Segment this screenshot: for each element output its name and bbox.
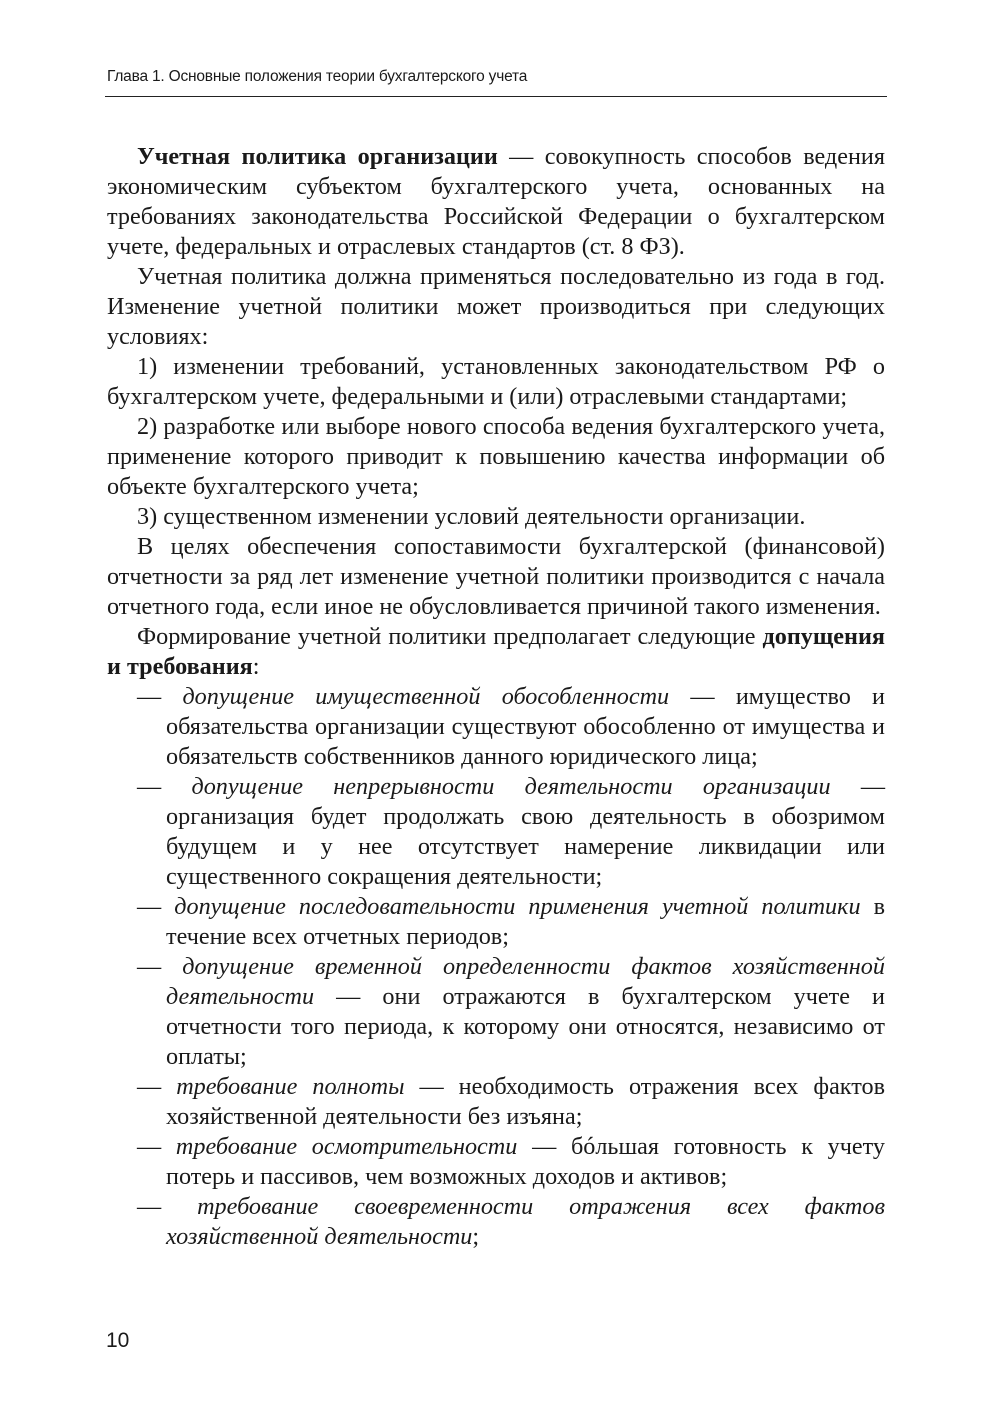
list-item: — требование своевременности отражения всех фактов хозяйственной деятельности; xyxy=(137,1193,885,1250)
list-item-term: требование осмотрительности xyxy=(175,1133,518,1160)
list-item: — требование полноты — необходимость отражения всех фактов хозяйственной деятельности без изъяна; xyxy=(137,1073,886,1130)
list-item-term: допущение непрерывности деятельности организации xyxy=(191,773,831,800)
list-item: — допущение последовательности применения учетной политики в течение всех отчетных периодов; xyxy=(137,893,886,950)
defined-term: Учетная политика организации xyxy=(137,143,498,170)
header-rule xyxy=(105,96,887,97)
running-header: Глава 1. Основные положения теории бухгалтерского учета xyxy=(107,68,528,85)
definition-text: — совокупность способов ведения экономическим субъектом бухгалтерского учета, основанных на требованиях законодательства Российской Федерации о бухгалтерском учете, федеральных и отраслевых стандартов (ст. 8 ФЗ). xyxy=(107,143,885,260)
list-item: — требование осмотрительности — бóльшая готовность к учету потерь и пассивов, чем возможных доходов и активов; xyxy=(137,1133,886,1190)
paragraph-definition xyxy=(107,142,885,262)
list-item: — допущение непрерывности деятельности организации — организация будет продолжать свою деятельность в обозримом будущем и у нее отсутствует намерение ликвидации или существенного сокращения деятельности; xyxy=(137,773,885,890)
list-item: — допущение временной определенности фактов хозяйственной деятельности — они отражаются в бухгалтерском учете и отчетности того периода, к которому они относятся, независимо от оплаты; xyxy=(137,953,885,1070)
list-item-term: допущение имущественной обособленности xyxy=(182,683,670,710)
list-item-term: допущение последовательности применения учетной политики xyxy=(174,893,861,920)
page-body xyxy=(107,142,885,1252)
paragraph-consistency: Учетная политика должна применяться последовательно из года в год. Изменение учетной политики может производиться при следующих условиях: xyxy=(107,263,885,350)
page-number: 10 xyxy=(106,1329,130,1352)
paragraph-assumptions-intro: Формирование учетной политики предполагает следующие допущения и требования: xyxy=(107,623,885,680)
list-item-term: допущение временной определенности фактов хозяйственной деятельности xyxy=(166,953,885,1010)
condition-item-1: 1) изменении требований, установленных законодательством РФ о бухгалтерском учете, федеральными и (или) отраслевыми стандартами; xyxy=(107,353,885,410)
assumptions-term: допущения и требования xyxy=(107,623,885,680)
list-item: — допущение имущественной обособленности — имущество и обязательства организации существуют обособленно от имущества и обязательств собственников данного юридического лица; xyxy=(137,683,885,770)
paragraph-comparability: В целях обеспечения сопоставимости бухгалтерской (финансовой) отчетности за ряд лет изменение учетной политики производится с начала отчетного года, если иное не обусловливается причиной такого изменения. xyxy=(107,533,885,620)
condition-item-3: 3) существенном изменении условий деятельности организации. xyxy=(137,503,806,530)
condition-item-2: 2) разработке или выборе нового способа ведения бухгалтерского учета, применение которого приводит к повышению качества информации об объекте бухгалтерского учета; xyxy=(107,413,885,500)
list-item-term: требование своевременности отражения всех фактов хозяйственной деятельности xyxy=(166,1193,885,1250)
list-item-term: требование полноты xyxy=(176,1073,405,1100)
